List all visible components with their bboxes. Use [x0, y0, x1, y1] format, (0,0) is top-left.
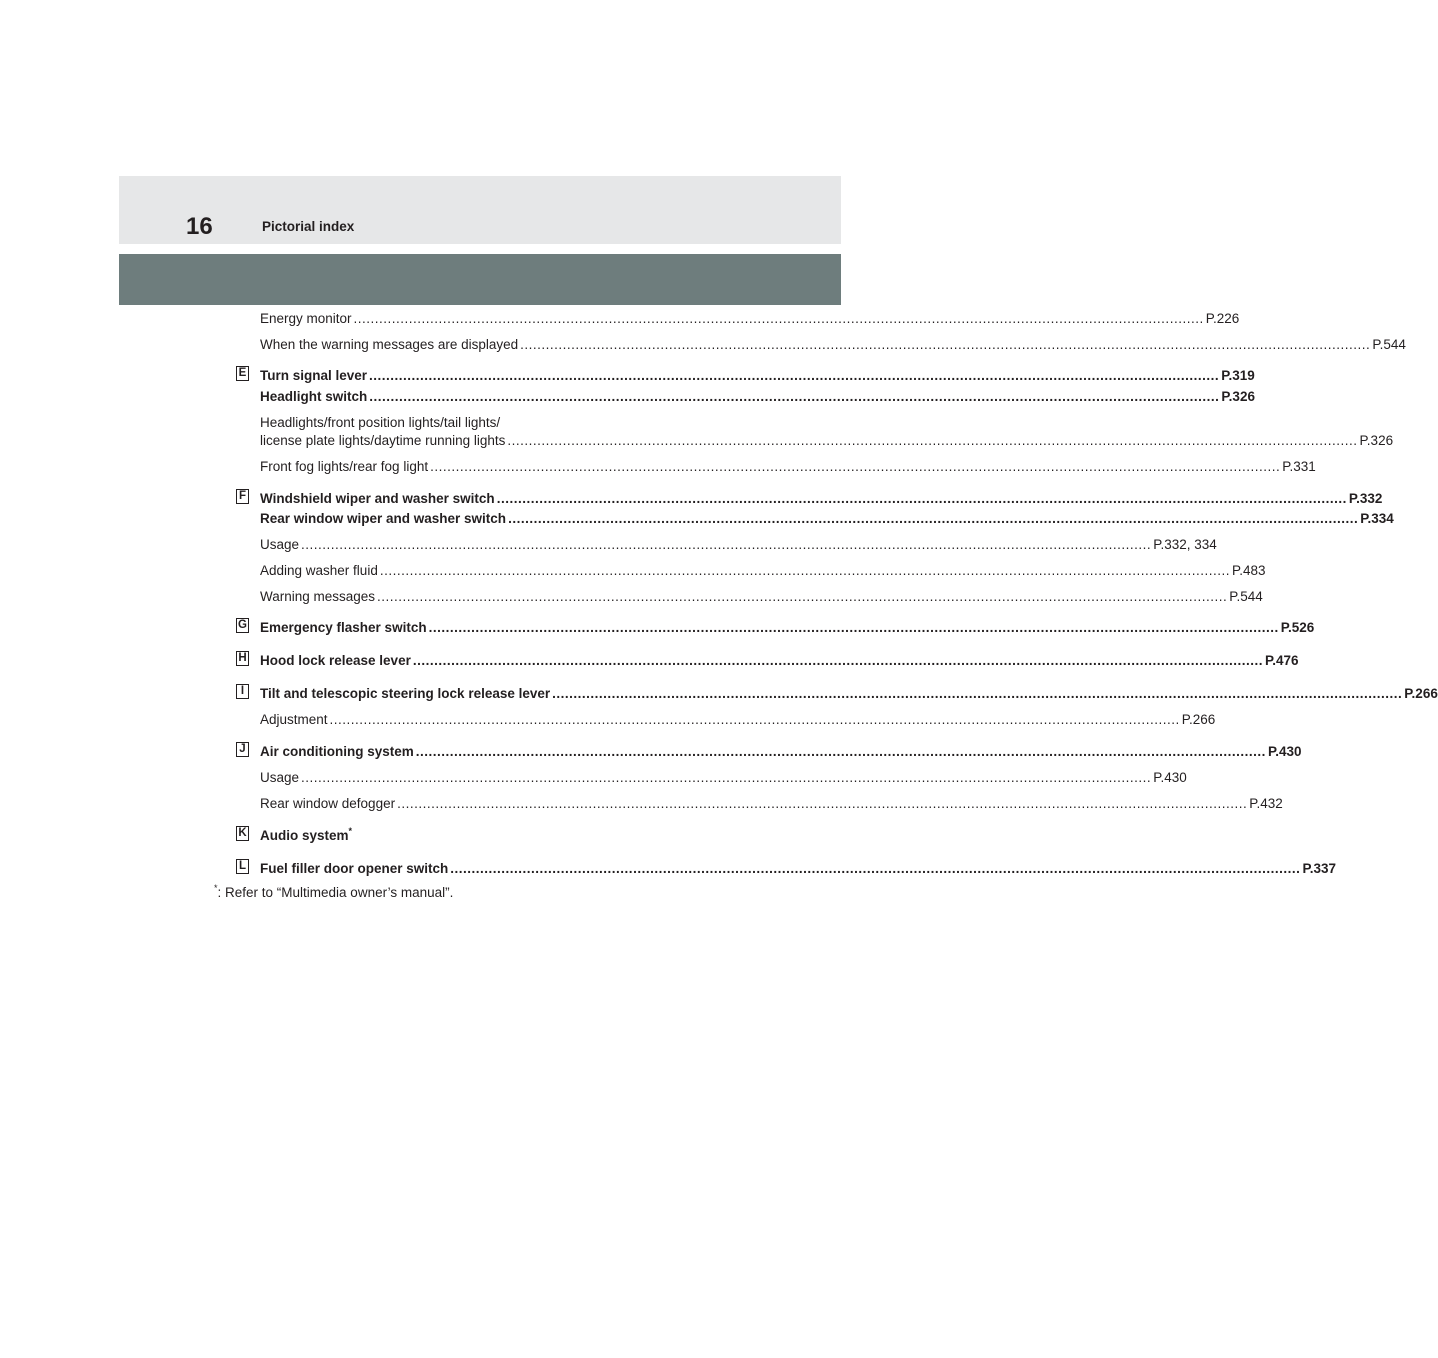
leader-dots: ........................................................................................................................................................................................................ [369, 368, 1220, 383]
footnote [214, 884, 453, 901]
marker-l: L [236, 859, 249, 874]
entry-label-line1: Headlights/front position lights/tail lights/ [260, 415, 501, 430]
leader-dots: ........................................................................................................................................................................................................ [377, 589, 1228, 604]
page-reference[interactable]: P.544 [1372, 337, 1406, 352]
index-entry[interactable] [260, 310, 1240, 327]
marker-e: E [236, 366, 249, 381]
leader-dots: ........................................................................................................................................................................................................ [379, 563, 1230, 578]
marker-j: J [236, 742, 249, 757]
index-entry [260, 827, 722, 844]
index-entry[interactable] [260, 367, 1255, 384]
entry-label: Hood lock release lever [260, 653, 411, 668]
page-reference[interactable]: P.266 [1404, 686, 1438, 701]
index-entry[interactable] [260, 652, 1299, 669]
leader-dots: ........................................................................................................................................................................................................ [353, 311, 1204, 326]
page-reference[interactable]: P.430 [1153, 770, 1187, 785]
entry-label: Windshield wiper and washer switch [260, 491, 495, 506]
marker-g: G [236, 618, 249, 633]
page-reference[interactable]: P.326 [1359, 433, 1394, 448]
leader-dots: ........................................................................................................................................................................................................ [507, 433, 1358, 448]
index-entry[interactable] [260, 490, 1383, 507]
index-entry[interactable] [260, 711, 1216, 728]
page-reference[interactable]: P.331 [1282, 459, 1316, 474]
page-reference[interactable]: P.319 [1221, 368, 1255, 383]
footnote-mark: * [348, 826, 353, 836]
leader-dots: ........................................................................................................................................................................................................ [508, 511, 1359, 526]
entry-label: Rear window wiper and washer switch [260, 511, 507, 526]
index-entry[interactable] [260, 562, 1266, 579]
entry-label: Audio system* [260, 826, 353, 843]
entry-label: Turn signal lever [260, 368, 368, 383]
leader-dots: ........................................................................................................................................................................................................ [430, 459, 1281, 474]
index-entry[interactable] [260, 536, 1217, 553]
page-reference[interactable]: P.226 [1205, 311, 1240, 326]
page-reference[interactable]: P.337 [1302, 861, 1336, 876]
entry-label: license plate lights/daytime running lights [260, 433, 506, 448]
footnote-text: : Refer to “Multimedia owner’s manual”. [217, 885, 454, 900]
entry-label: Usage [260, 537, 300, 552]
leader-dots: ........................................................................................................................................................................................................ [412, 653, 1263, 668]
page-reference[interactable]: P.526 [1280, 620, 1315, 635]
page-reference[interactable]: P.430 [1267, 744, 1302, 759]
leader-dots: ........................................................................................................................................................................................................ [415, 744, 1266, 759]
entry-label: Adjustment [260, 712, 328, 727]
index-entry[interactable] [260, 795, 1283, 812]
index-entry[interactable] [260, 860, 1336, 877]
page-reference[interactable]: P.432 [1249, 796, 1283, 811]
page-reference[interactable]: P.483 [1231, 563, 1266, 578]
entry-label: Energy monitor [260, 311, 352, 326]
entry-label: Front fog lights/rear fog light [260, 459, 429, 474]
section-title: Pictorial index [262, 219, 355, 234]
entry-label: When the warning messages are displayed [260, 337, 519, 352]
index-entry[interactable] [260, 743, 1302, 760]
leader-dots: ........................................................................................................................................................................................................ [301, 770, 1152, 785]
index-entry[interactable] [260, 769, 1187, 786]
index-entry[interactable] [260, 588, 1263, 605]
entry-label: Warning messages [260, 589, 376, 604]
leader-dots: ........................................................................................................................................................................................................ [450, 861, 1301, 876]
index-entry[interactable] [260, 510, 1394, 527]
index-entry[interactable] [260, 388, 1255, 405]
marker-h: H [236, 651, 249, 666]
page-reference[interactable]: P.334 [1360, 511, 1394, 526]
marker-f: F [236, 489, 249, 504]
index-entry[interactable] [260, 619, 1315, 636]
entry-label: Emergency flasher switch [260, 620, 427, 635]
marker-i: I [236, 684, 249, 699]
leader-dots: ........................................................................................................................................................................................................ [301, 537, 1152, 552]
leader-dots: ........................................................................................................................................................................................................ [329, 712, 1180, 727]
entry-label: Rear window defogger [260, 796, 396, 811]
page-reference[interactable]: P.544 [1229, 589, 1263, 604]
index-entry[interactable] [260, 685, 1438, 702]
page-reference[interactable]: P.326 [1221, 389, 1255, 404]
index-entry[interactable] [260, 414, 1394, 449]
leader-dots: ........................................................................................................................................................................................................ [552, 686, 1403, 701]
leader-dots: ........................................................................................................................................................................................................ [397, 796, 1248, 811]
leader-dots: ........................................................................................................................................................................................................ [496, 491, 1347, 506]
leader-dots: ........................................................................................................................................................................................................ [369, 389, 1220, 404]
index-entry[interactable] [260, 458, 1316, 475]
leader-dots: ........................................................................................................................................................................................................ [428, 620, 1279, 635]
page-reference[interactable]: P.476 [1264, 653, 1299, 668]
page-reference[interactable]: P.332 [1348, 491, 1383, 506]
entry-label: Headlight switch [260, 389, 368, 404]
marker-k: K [236, 826, 249, 841]
page-reference[interactable]: P.332, 334 [1153, 537, 1217, 552]
index-entry[interactable] [260, 336, 1406, 353]
entry-label: Tilt and telescopic steering lock release lever [260, 686, 551, 701]
leader-dots: ........................................................................................................................................................................................................ [520, 337, 1371, 352]
page-number: 16 [186, 213, 213, 240]
entry-label: Air conditioning system [260, 744, 414, 759]
entry-label: Adding washer fluid [260, 563, 378, 578]
page-reference[interactable]: P.266 [1181, 712, 1216, 727]
entry-label: Usage [260, 770, 300, 785]
footnote-mark: * [214, 883, 218, 893]
entry-label: Fuel filler door opener switch [260, 861, 449, 876]
